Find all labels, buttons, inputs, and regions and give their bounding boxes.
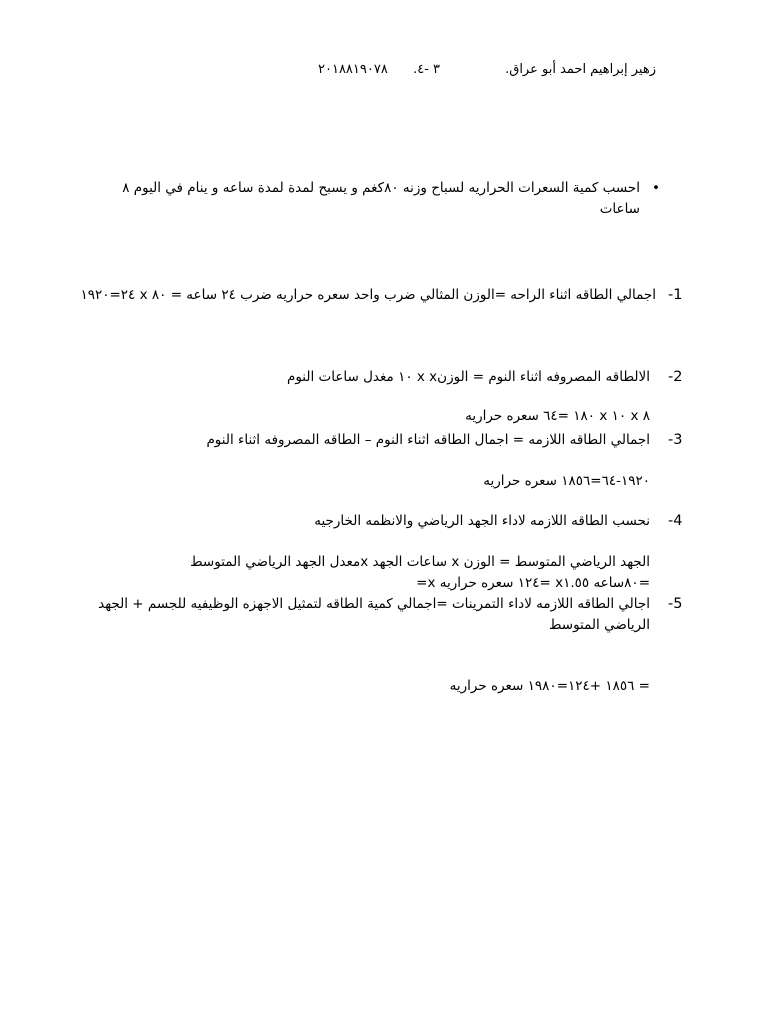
item-2-text: الالطاقه المصروفه اثناء النوم = الوزنx x ١٠ مغدل ساعات النوم [286, 369, 650, 385]
item-number-1: -1 [668, 287, 683, 303]
header-author: زهير إبراهيم احمد أبو عراق. [505, 62, 656, 77]
header-section: ٣ -٤. [413, 62, 440, 77]
item-3-calc: ١٩٢٠-٦٤=١٨٥٦ سعره حراريه [483, 473, 650, 489]
intro-paragraph [100, 178, 660, 220]
item-5-text: اجالي الطاقه اللازمه لاداء التمرينات =اجمالي كمية الطاقه لتمثيل الاجهزه الوظيفيه للجسم + الجهد الرياضي المتوسط [98, 596, 650, 633]
intro-text: احسب كمية السعرات الحراريه لسباح وزنه ٨٠كغم و يسبح لمدة لمدة ساعه و ينام في اليوم ٨ ساعات [122, 180, 640, 217]
header-id: ٢٠١٨٨١٩٠٧٨ [318, 62, 388, 77]
item-5-calc: = ١٨٥٦ +١٢٤=١٩٨٠ سعره حراريه [449, 678, 650, 694]
item-4-text: نحسب الطاقه اللازمه لاداء الجهد الرياضي والانظمه الخارجيه [314, 513, 650, 529]
item-4-formula: الجهد الرياضي المتوسط = الوزن x ساعات الجهد xمعدل الجهد الرياضي المتوسط [190, 554, 650, 570]
item-number-2: -2 [668, 369, 683, 385]
item-1-text: اجمالي الطاقه اثناء الراحه =الوزن المثالي ضرب واحد سعره حراريه ضرب ٢٤ ساعه = ٨٠ x ٢٤=١٩٢٠ [80, 287, 656, 303]
bullet-icon: • [652, 180, 660, 196]
item-number-4: -4 [668, 513, 683, 529]
item-2-calc: ٨ x ١٠ x ١٨٠ =٦٤ سعره حراريه [465, 408, 650, 424]
item-number-3: -3 [668, 432, 683, 448]
item-4-calc: =٨٠ساعه x١.٥٥ =١٢٤ سعره حراريه x= [416, 575, 650, 591]
item-number-5: -5 [668, 596, 683, 612]
item-3-text: اجمالي الطاقه اللازمه = اجمال الطاقه اثناء النوم – الطاقه المصروفه اثناء النوم [206, 432, 650, 448]
